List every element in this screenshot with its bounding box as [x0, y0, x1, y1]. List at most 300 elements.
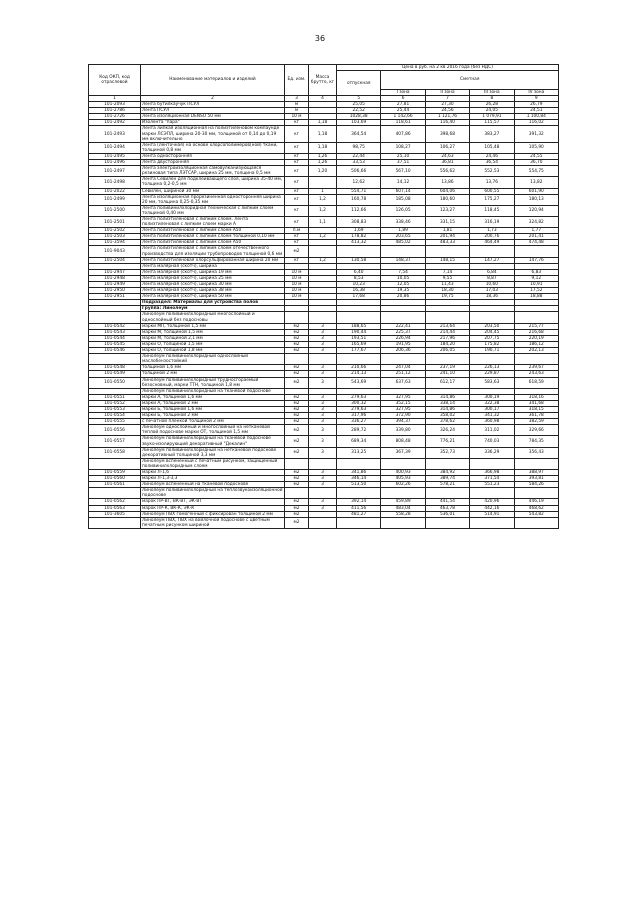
release-price-cell: 98,75 [337, 142, 381, 153]
name-cell: Лента полиэтиленовая с липким слоем А50 [141, 240, 285, 246]
release-price-cell [337, 246, 381, 257]
unit-cell: м2 [285, 348, 309, 354]
zone-2-price-cell: 389,74 [425, 476, 469, 482]
zone-3-price-cell: 24,46 [470, 153, 514, 159]
zone-3-price-cell: 551,23 [470, 482, 514, 488]
unit-cell: 10 м [285, 114, 309, 120]
mass-cell [309, 458, 337, 469]
release-price-cell: 411,56 [337, 505, 381, 511]
name-cell: марки Л-1,3-3,3 [141, 476, 285, 482]
numbering-cell: 6 [381, 96, 425, 102]
code-cell: 101-2495 [89, 153, 141, 159]
unit-cell: 10 м [285, 269, 309, 275]
release-price-cell: 543,69 [337, 377, 381, 388]
unit-cell: м2 [285, 425, 309, 436]
zone-3-price-cell [470, 246, 514, 257]
zone-4-price-cell: 318,15 [514, 406, 558, 412]
header-zone-1: I зона [381, 89, 425, 95]
mass-cell [309, 177, 337, 188]
zone-3-price-cell: 311,02 [470, 425, 514, 436]
code-cell [89, 458, 141, 469]
zone-2-price-cell: 398,68 [425, 126, 469, 142]
name-cell: Лента ПСУЛ [141, 108, 285, 114]
zone-3-price-cell [470, 488, 514, 499]
code-cell: 101-0545 [89, 341, 141, 347]
zone-4-price-cell: 116,02 [514, 120, 558, 126]
zone-4-price-cell: 201,41 [514, 234, 558, 240]
zone-1-price-cell: 222,41 [381, 323, 425, 329]
numbering-cell: 8 [470, 96, 514, 102]
zone-2-price-cell: 331,15 [425, 216, 469, 227]
release-price-cell: 1,69 [337, 228, 381, 234]
zone-4-price-cell: 26,79 [514, 102, 558, 108]
zone-4-price-cell: 6,83 [514, 269, 558, 275]
release-price-cell: 413,32 [337, 240, 381, 246]
zone-4-price-cell: 341,68 [514, 400, 558, 406]
code-cell: 101-0550 [89, 377, 141, 388]
zone-1-price-cell: 247,04 [381, 365, 425, 371]
unit-cell: м2 [285, 365, 309, 371]
zone-4-price-cell: 24,55 [514, 153, 558, 159]
header-estimate: Сметная [381, 71, 559, 90]
table-row [89, 470, 559, 476]
zone-1-price-cell [381, 458, 425, 469]
zone-4-price-cell: 9,12 [514, 275, 558, 281]
name-cell: Лента малярная (скотч), ширина 50 мм [141, 294, 285, 300]
name-cell: Линолеум поливинилхлоридный на нетканевой подоснове декоративный толщиной 3,3 мм [141, 447, 285, 458]
zone-3-price-cell: 371,54 [470, 476, 514, 482]
release-price-cell: 8,53 [337, 275, 381, 281]
zone-2-price-cell: 201,94 [425, 234, 469, 240]
release-price-cell: 341,86 [337, 470, 381, 476]
zone-4-price-cell [514, 354, 558, 365]
zone-3-price-cell [470, 517, 514, 528]
zone-2-price-cell: 116,40 [425, 120, 469, 126]
zone-3-price-cell: 300,17 [470, 406, 514, 412]
release-price-cell: 33,53 [337, 160, 381, 166]
name-cell: Лента полиэтиленовая хлорсульфированная ширина 20 мм [141, 257, 285, 263]
unit-cell: п.м [285, 228, 309, 234]
zone-1-price-cell: 148,37 [381, 257, 425, 263]
zone-1-price-cell: 12,05 [381, 282, 425, 288]
zone-3-price-cell [470, 354, 514, 365]
code-cell: 101-0551 [89, 394, 141, 400]
table-row [89, 517, 559, 528]
unit-cell: м2 [285, 436, 309, 447]
name-cell: Лента изоляционная прорезиненная односторонняя ширина 20 мм, толщина 0,25-0,35 мм [141, 194, 285, 205]
zone-1-price-cell: 226,94 [381, 335, 425, 341]
code-cell: 101-2786 [89, 108, 141, 114]
name-cell: Лента малярная (скотч), ширина 25 мм [141, 275, 285, 281]
table-row [89, 413, 559, 419]
zone-3-price-cell: 24,05 [470, 108, 514, 114]
unit-cell: 10 м [285, 294, 309, 300]
code-cell: 101-0563 [89, 505, 141, 511]
code-cell: 101-2496 [89, 160, 141, 166]
name-cell: марки МП, толщиной 1,5 мм [141, 323, 285, 329]
unit-cell: кг [285, 205, 309, 216]
unit-cell: м2 [285, 517, 309, 528]
name-cell: Лента (ленточная) на основе хлорсополимеров(ной) ткани, толщиной 0,8 мм [141, 142, 285, 153]
zone-4-price-cell [514, 458, 558, 469]
table-row [89, 476, 559, 482]
release-price-cell: 10,23 [337, 282, 381, 288]
zone-2-price-cell: 214,44 [425, 329, 469, 335]
zone-3-price-cell: 360,98 [470, 419, 514, 425]
unit-cell: кг [285, 234, 309, 240]
unit-cell: м2 [285, 476, 309, 482]
name-cell: Лента малярная (скотч), ширина [141, 263, 285, 269]
name-cell: Линолеум однослойный и многослойный на нетканевой теплой подоснове марки ОТ, толщиной 1,5 мм [141, 425, 285, 436]
zone-4-price-cell: 382,59 [514, 419, 558, 425]
unit-cell: кг [285, 166, 309, 177]
release-price-cell [337, 458, 381, 469]
table-row [89, 348, 559, 354]
header-zone-4: IV зона [514, 89, 558, 95]
release-price-cell: 481,27 [337, 511, 381, 517]
zone-1-price-cell: 185,08 [381, 194, 425, 205]
release-price-cell: 364,54 [337, 126, 381, 142]
code-cell: 101-2022 [89, 188, 141, 194]
zone-2-price-cell: 217,96 [425, 335, 469, 341]
table-row [89, 216, 559, 227]
zone-4-price-cell: 120,94 [514, 205, 558, 216]
mass-cell: 1,2 [309, 257, 337, 263]
table-row [89, 160, 559, 166]
name-cell: толщиной 2 мм [141, 371, 285, 377]
release-price-cell: 130,58 [337, 257, 381, 263]
unit-cell: кг [285, 153, 309, 159]
zone-1-price-cell: 405,93 [381, 476, 425, 482]
zone-2-price-cell: 206,05 [425, 348, 469, 354]
zone-2-price-cell: 24,56 [425, 108, 469, 114]
zone-3-price-cell: 18,36 [470, 294, 514, 300]
zone-1-price-cell: 1,89 [381, 228, 425, 234]
release-price-cell: 279,63 [337, 406, 381, 412]
zone-1-price-cell: 352,15 [381, 400, 425, 406]
header-zone-2: II зона [425, 89, 469, 95]
release-price-cell: 160,78 [337, 194, 381, 205]
zone-2-price-cell: 463,78 [425, 505, 469, 511]
table-row [89, 142, 559, 153]
zone-1-price-cell: 7,54 [381, 269, 425, 275]
mass-cell: 1,1 [309, 216, 337, 227]
code-cell: 101-3594 [89, 240, 141, 246]
table-row [89, 341, 559, 347]
code-cell: 101-2497 [89, 166, 141, 177]
table-row [89, 188, 559, 194]
code-cell: 101-2492 [89, 120, 141, 126]
zone-4-price-cell: 216,68 [514, 329, 558, 335]
table-row [89, 323, 559, 329]
release-price-cell: 554,71 [337, 188, 381, 194]
code-cell: 101-2949 [89, 282, 141, 288]
release-price-cell: 190,44 [337, 329, 381, 335]
zone-2-price-cell: 358,02 [425, 413, 469, 419]
code-cell: 101-2499 [89, 194, 141, 205]
unit-cell: кг [285, 126, 309, 142]
name-cell: марки Б, толщиной 1,6 мм [141, 406, 285, 412]
code-cell: 101-0546 [89, 348, 141, 354]
release-price-cell: 22,44 [337, 153, 381, 159]
code-cell: 101-0556 [89, 425, 141, 436]
zone-2-price-cell [425, 458, 469, 469]
zone-4-price-cell: 388,97 [514, 470, 558, 476]
zone-2-price-cell: 384,92 [425, 470, 469, 476]
zone-4-price-cell: 36,70 [514, 160, 558, 166]
zone-2-price-cell: 441,54 [425, 499, 469, 505]
mass-cell: 3 [309, 348, 337, 354]
name-cell: толщиной 1,6 мм [141, 365, 285, 371]
code-cell: 101-0553 [89, 406, 141, 412]
zone-1-price-cell: 808,48 [381, 436, 425, 447]
code-cell: 101-2501 [89, 216, 141, 227]
zone-3-price-cell: 26,28 [470, 102, 514, 108]
release-price-cell: 165,69 [337, 341, 381, 347]
name-cell: марки А, толщиной 2 мм [141, 400, 285, 406]
unit-cell: м2 [285, 470, 309, 476]
table-row [89, 234, 559, 240]
name-cell: Лента малярная (скотч), ширина 30 мм [141, 282, 285, 288]
zone-1-price-cell: 206,36 [381, 348, 425, 354]
zone-1-price-cell [381, 517, 425, 528]
mass-cell: 3 [309, 499, 337, 505]
name-cell: марки Б, толщиной 2 мм [141, 413, 285, 419]
zone-3-price-cell: 300,19 [470, 394, 514, 400]
name-cell: марки М, толщиной 1,5 мм [141, 329, 285, 335]
mass-cell: 1,26 [309, 153, 337, 159]
zone-3-price-cell: 105,48 [470, 142, 514, 153]
unit-cell [285, 458, 309, 469]
zone-3-price-cell [470, 458, 514, 469]
name-cell: Линолеум поливинилхлоридный на тканевой подоснове звуко-изолирующий декоративный "Декалин" [141, 436, 285, 447]
mass-cell: 3 [309, 436, 337, 447]
name-cell: Изолента "пара" [141, 120, 285, 126]
header-unit: Ед. изм. [285, 65, 309, 96]
numbering-cell: 7 [425, 96, 469, 102]
zone-2-price-cell: 578,21 [425, 482, 469, 488]
page-number: 36 [314, 34, 326, 43]
mass-cell: 3 [309, 406, 337, 412]
release-price-cell: 289,72 [337, 425, 381, 436]
release-price-cell: 6,40 [337, 269, 381, 275]
name-cell: Лента электроизоляционная самовулканизующаяся резиновая типа ЛЭТСАР, ширина 25 мм, толщина 0,5 мм [141, 166, 285, 177]
unit-cell: кг [285, 160, 309, 166]
table-row [89, 419, 559, 425]
table-row [89, 205, 559, 216]
zone-2-price-cell: 27,30 [425, 102, 469, 108]
mass-cell [309, 312, 337, 323]
mass-cell: 1,2 [309, 205, 337, 216]
zone-2-price-cell: 24,63 [425, 153, 469, 159]
table-row [89, 400, 559, 406]
mass-cell: 3 [309, 394, 337, 400]
zone-3-price-cell: 8,87 [470, 275, 514, 281]
code-cell [89, 312, 141, 323]
mass-cell: 3 [309, 413, 337, 419]
zone-3-price-cell: 200,76 [470, 234, 514, 240]
mass-cell [309, 246, 337, 257]
unit-cell: м2 [285, 335, 309, 341]
zone-2-price-cell [425, 488, 469, 499]
unit-cell: м2 [285, 329, 309, 335]
release-price-cell: 346,14 [337, 476, 381, 482]
release-price-cell: 16,38 [337, 288, 381, 294]
unit-cell: кг [285, 240, 309, 246]
zone-2-price-cell [425, 312, 469, 323]
zone-2-price-cell: 18,30 [425, 288, 469, 294]
zone-2-price-cell: 612,17 [425, 377, 469, 388]
table-row [89, 329, 559, 335]
zone-4-price-cell: 446,19 [514, 499, 558, 505]
table-row [89, 371, 559, 377]
zone-2-price-cell: 19,75 [425, 294, 469, 300]
table-row [89, 177, 559, 188]
unit-cell: м2 [285, 246, 309, 257]
release-price-cell: 178,82 [337, 234, 381, 240]
unit-cell: 10 м [285, 282, 309, 288]
zone-1-price-cell: 1 142,66 [381, 114, 425, 120]
code-cell: 101-2500 [89, 205, 141, 216]
zone-3-price-cell: 341,32 [470, 413, 514, 419]
name-cell: марки А, толщиной 1,6 мм [141, 394, 285, 400]
zone-4-price-cell: 243,63 [514, 371, 558, 377]
zone-4-price-cell: 202,13 [514, 348, 558, 354]
numbering-cell: 2 [141, 96, 285, 102]
code-cell: 101-2504 [89, 257, 141, 263]
price-table [88, 64, 559, 529]
release-price-cell [337, 517, 381, 528]
unit-cell: кг [285, 142, 309, 153]
mass-cell: 1,18 [309, 142, 337, 153]
mass-cell: 3 [309, 371, 337, 377]
name-cell: Лента изоляционная DENSO 50 мм [141, 114, 285, 120]
zone-4-price-cell: 601,90 [514, 188, 558, 194]
release-price-cell: 308,83 [337, 216, 381, 227]
zone-3-price-cell: 600,55 [470, 188, 514, 194]
name-cell: Лента односторонняя [141, 153, 285, 159]
code-cell: 101-0560 [89, 476, 141, 482]
zone-2-price-cell: 483,33 [425, 240, 469, 246]
header-release: отпускная [337, 71, 381, 96]
unit-cell: м2 [285, 341, 309, 347]
zone-2-price-cell: 1,81 [425, 228, 469, 234]
code-cell: 101-0554 [89, 413, 141, 419]
zone-2-price-cell: 556,62 [425, 166, 469, 177]
name-cell: Севилен, шириной 30 мм [141, 188, 285, 194]
zone-2-price-cell: 314,86 [425, 406, 469, 412]
release-price-cell: 22,52 [337, 108, 381, 114]
release-price-cell: 513,50 [337, 482, 381, 488]
table-row [89, 499, 559, 505]
mass-cell: 3 [309, 329, 337, 335]
zone-3-price-cell: 115,57 [470, 120, 514, 126]
zone-1-price-cell: 607,14 [381, 188, 425, 194]
name-cell: Лента малярная (скотч), ширина 38 мм [141, 288, 285, 294]
numbering-cell: 1 [89, 96, 141, 102]
name-cell: марки О, толщиной 1,8 мм [141, 348, 285, 354]
zone-1-price-cell [381, 354, 425, 365]
mass-cell [309, 354, 337, 365]
name-cell: Линолеум ПВХ гомогенный с фиксирован толщиной 2 мм [141, 511, 285, 517]
code-cell: 101-2726 [89, 114, 141, 120]
name-cell: Лента поливинилхлоридная техническая с липким слоем толщиной 0,40 мм [141, 205, 285, 216]
code-cell: 101-0561 [89, 482, 141, 488]
zone-4-price-cell: 220,19 [514, 335, 558, 341]
release-price-cell: 317,96 [337, 413, 381, 419]
code-cell [89, 488, 141, 499]
zone-4-price-cell: 393,81 [514, 476, 558, 482]
zone-4-price-cell: 24,51 [514, 108, 558, 114]
zone-1-price-cell: 602,26 [381, 482, 425, 488]
mass-cell: 1,2 [309, 234, 337, 240]
zone-3-price-cell: 336,29 [470, 447, 514, 458]
zone-3-price-cell: 175,82 [470, 341, 514, 347]
unit-cell: м2 [285, 511, 309, 517]
name-cell: Линолеум ПВХ, ПВХ на войлочной подоснове с цветным печатным рисунком шириной [141, 517, 285, 528]
zone-1-price-cell: 459,89 [381, 499, 425, 505]
mass-cell: 3 [309, 476, 337, 482]
zone-1-price-cell: 25,44 [381, 108, 425, 114]
unit-cell: кг [285, 120, 309, 126]
code-cell: 101-0542 [89, 323, 141, 329]
name-cell: Лента полиэтиленовая с липким слоем толщиной 0,10 мм [141, 234, 285, 240]
release-price-cell: 17,68 [337, 294, 381, 300]
release-price-cell: 336,27 [337, 419, 381, 425]
release-price-cell: 392,14 [337, 499, 381, 505]
zone-3-price-cell: 17,03 [470, 288, 514, 294]
name-cell: Линолеум поливинилхлоридный на теплозвукоизоляционной подоснове [142, 488, 283, 499]
zone-2-price-cell: 13,86 [425, 177, 469, 188]
name-cell: марок ПР-ВТ, ВК-ВТ, ЭК-ВТ [141, 499, 285, 505]
release-price-cell: 188,65 [337, 323, 381, 329]
mass-cell: 1,2 [309, 194, 337, 205]
release-price-cell: 193,51 [337, 335, 381, 341]
table-row [89, 425, 559, 436]
zone-3-price-cell: 13,76 [470, 177, 514, 188]
release-price-cell [337, 354, 381, 365]
zone-4-price-cell: 543,82 [514, 511, 558, 517]
name-cell: Лента бутилкаучук ПСУЛ [141, 102, 285, 108]
zone-4-price-cell: 618,59 [514, 377, 558, 388]
name-cell: Группа: Линолеум [141, 306, 285, 312]
zone-3-price-cell: 147,27 [470, 257, 514, 263]
unit-cell: 10 м [285, 288, 309, 294]
mass-cell: 3 [309, 365, 337, 371]
zone-4-price-cell: 105,90 [514, 142, 558, 153]
zone-4-price-cell: 180,13 [514, 194, 558, 205]
unit-cell [285, 312, 309, 323]
unit-cell [285, 488, 309, 499]
zone-4-price-cell: 361,78 [514, 413, 558, 419]
release-price-cell: 689,34 [337, 436, 381, 447]
unit-cell: м2 [285, 371, 309, 377]
table-row [89, 312, 559, 323]
mass-cell: 1 [309, 188, 337, 194]
mass-cell: 1,20 [309, 166, 337, 177]
name-cell: марки О, толщиной 1,5 мм [141, 341, 285, 347]
zone-2-price-cell: 36,81 [425, 160, 469, 166]
unit-cell: кг [285, 188, 309, 194]
zone-2-price-cell: 352,73 [425, 447, 469, 458]
unit-cell: кг [285, 216, 309, 227]
unit-cell: м2 [285, 482, 309, 488]
zone-2-price-cell: 326,24 [425, 425, 469, 436]
table-row [89, 354, 559, 365]
zone-2-price-cell: 1 121,76 [425, 114, 469, 120]
header-mass: Масса брутто, кг [309, 65, 337, 96]
code-cell: 101-2493 [89, 126, 141, 142]
